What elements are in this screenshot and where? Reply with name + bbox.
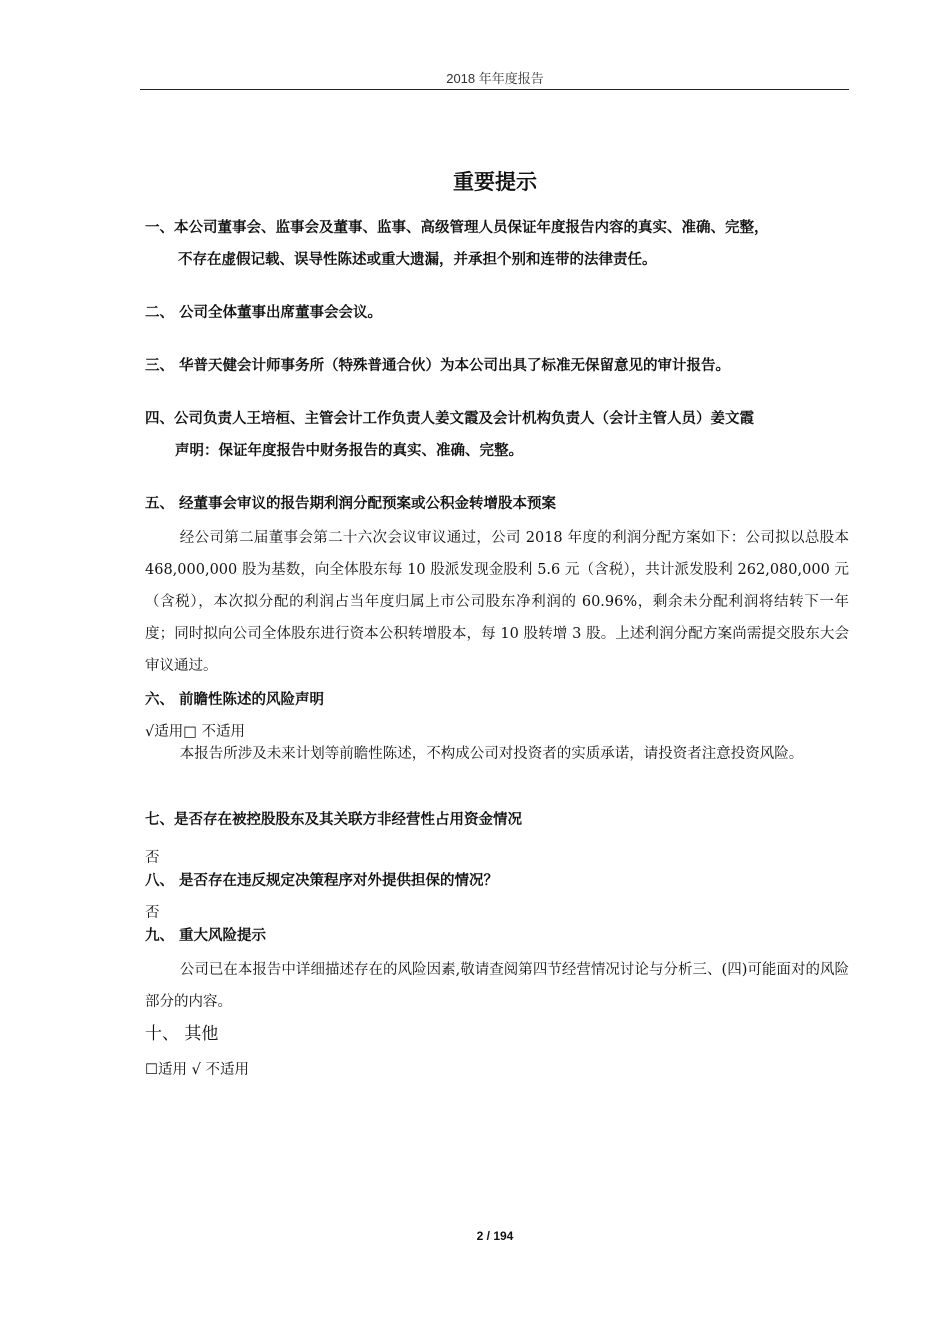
item-9-heading: 九、 重大风险提示 xyxy=(145,928,267,944)
item-8-heading: 八、 是否存在违反规定决策程序对外提供担保的情况？ xyxy=(145,873,499,889)
item-1-line-2: 不存在虚假记载、误导性陈述或重大遗漏，并承担个别和连带的法律责任。 xyxy=(178,252,657,268)
item-4-line-1: 四、公司负责人王培桓、主管会计工作负责人姜文霞及会计机构负责人（会计主管人员）姜文霞 xyxy=(145,411,754,427)
item-10-applicability: ☐适用 √ 不适用 xyxy=(145,1062,249,1078)
item-7-answer: 否 xyxy=(145,850,160,866)
item-10-heading: 十、 其他 xyxy=(145,1024,219,1044)
item-8-answer: 否 xyxy=(145,905,160,921)
item-2: 二、 公司全体董事出席董事会会议。 xyxy=(145,305,383,321)
item-4-line-2: 声明：保证年度报告中财务报告的真实、准确、完整。 xyxy=(175,443,523,459)
item-5-body: 经公司第二届董事会第二十六次会议审议通过，公司 2018 年度的利润分配方案如下：公司拟以总股本 468,000,000 股为基数，向全体股东每 10 股派发现金股利 5.6 元（含税），共计派发股利 262,080,000 元（含税），本次拟分配的利润占当年度归属上市公司股东净利润的 60.96%，剩余未分配利润将结转下一年度；同时拟向公司全体股东进行资本公积转增股本，每 10 股转增 3 股。上述利润分配方案尚需提交股东大会审议通过。 xyxy=(145,530,849,674)
item-6-heading: 六、 前瞻性陈述的风险声明 xyxy=(145,692,325,708)
item-5-heading: 五、 经董事会审议的报告期利润分配预案或公积金转增股本预案 xyxy=(145,496,557,512)
running-header: 2018 年年度报告 xyxy=(446,71,544,86)
item-3: 三、 华普天健会计师事务所（特殊普通合伙）为本公司出具了标准无保留意见的审计报告。 xyxy=(145,358,731,374)
page-number: 2 / 194 xyxy=(476,1229,514,1243)
item-9-body: 公司已在本报告中详细描述存在的风险因素,敬请查阅第四节经营情况讨论与分析三、(四)可能面对的风险部分的内容。 xyxy=(145,962,849,1010)
item-7-heading: 七、是否存在被控股股东及其关联方非经营性占用资金情况 xyxy=(145,812,522,828)
item-6-applicability: √适用□ 不适用 xyxy=(145,724,246,740)
item-1-line-1: 一、本公司董事会、监事会及董事、监事、高级管理人员保证年度报告内容的真实、准确、完整， xyxy=(145,220,769,236)
page-title: 重要提示 xyxy=(453,170,537,194)
item-6-body: 本报告所涉及未来计划等前瞻性陈述，不构成公司对投资者的实质承诺，请投资者注意投资风险。 xyxy=(179,746,804,762)
header-divider xyxy=(140,89,849,90)
